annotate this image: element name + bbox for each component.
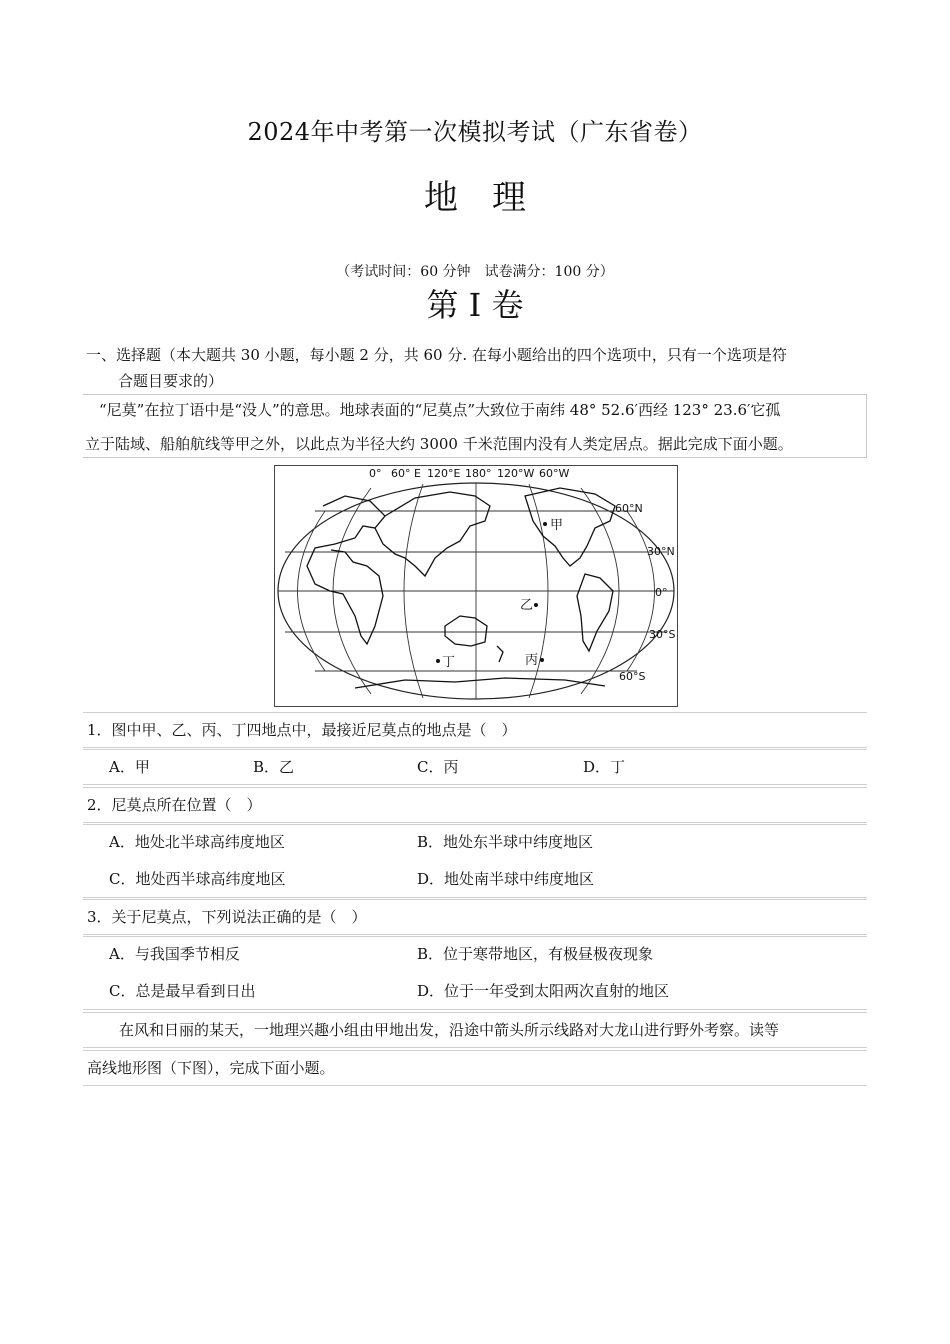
place-bing-label: 丙 bbox=[525, 653, 539, 668]
question-1-options bbox=[83, 749, 867, 785]
question-1-stem bbox=[83, 712, 867, 748]
exam-title: 2024年中考第一次模拟考试（广东省卷） bbox=[247, 118, 703, 146]
q1-option-c[interactable]: C．丙 bbox=[417, 758, 459, 776]
q3-option-b[interactable]: B．位于寒带地区，有极昼极夜现象 bbox=[417, 945, 654, 963]
q1-option-a[interactable]: A．甲 bbox=[109, 758, 150, 776]
place-ding-dot bbox=[436, 659, 440, 663]
place-jia-label: 甲 bbox=[550, 518, 564, 533]
place-jia-dot bbox=[543, 522, 547, 526]
place-yi-dot bbox=[534, 603, 538, 607]
subject-title: 地 理 bbox=[424, 178, 526, 218]
volume-title: 第 I 卷 bbox=[426, 286, 524, 324]
passage-2-line1-row bbox=[83, 1012, 867, 1048]
meridian-label-60w: 60°W bbox=[539, 467, 570, 480]
passage-2-line2-row bbox=[83, 1050, 867, 1086]
exam-info: （考试时间：60 分钟 试卷满分：100 分） bbox=[336, 264, 614, 280]
lat-label-30s: 30°S bbox=[649, 628, 676, 641]
meridian-label-180: 180° bbox=[465, 467, 492, 480]
world-map-figure bbox=[274, 465, 678, 707]
meridian-label-0: 0° bbox=[369, 467, 382, 480]
q3-option-a[interactable]: A．与我国季节相反 bbox=[109, 945, 240, 963]
meridian-label-120e: 120°E bbox=[427, 467, 461, 480]
q2-option-a[interactable]: A．地处北半球高纬度地区 bbox=[109, 833, 285, 851]
question-2-stem bbox=[83, 787, 867, 823]
q3-option-d[interactable]: D．位于一年受到太阳两次直射的地区 bbox=[417, 982, 670, 1000]
q1-option-b[interactable]: B．乙 bbox=[253, 758, 295, 776]
question-3-options bbox=[83, 936, 867, 1010]
meridian-label-120w: 120°W bbox=[497, 467, 535, 480]
lat-label-60s: 60°S bbox=[619, 670, 646, 683]
q1-option-d[interactable]: D．丁 bbox=[583, 758, 626, 776]
passage-1-line2: 立于陆域、船舶航线等甲之外，以此点为半径大约 3000 千米范围内没有人类定居点。据此完成下面小题。 bbox=[85, 435, 793, 453]
lat-label-30n: 30°N bbox=[647, 545, 675, 558]
question-2-options bbox=[83, 824, 867, 898]
passage-2-line1: 在风和日丽的某天，一地理兴趣小组由甲地出发，沿途中箭头所示线路对大龙山进行野外考察。读等 bbox=[119, 1021, 780, 1039]
lat-label-60n: 60°N bbox=[615, 502, 643, 515]
q3-option-c[interactable]: C．总是最早看到日出 bbox=[109, 982, 256, 1000]
meridian-label-60e: 60° E bbox=[391, 467, 421, 480]
section-heading bbox=[86, 342, 876, 394]
passage-1-line1: “尼莫”在拉丁语中是“没人”的意思。地球表面的“尼莫点”大致位于南纬 48° 52.6′西经 123° 23.6′它孤 bbox=[99, 401, 781, 419]
place-bing-dot bbox=[540, 658, 544, 662]
world-map bbox=[275, 466, 677, 706]
q2-option-d[interactable]: D．地处南半球中纬度地区 bbox=[417, 870, 595, 888]
question-3-stem bbox=[83, 899, 867, 935]
q2-option-b[interactable]: B．地处东半球中纬度地区 bbox=[417, 833, 594, 851]
section-heading-line1: 一、选择题（本大题共 30 小题，每小题 2 分，共 60 分. 在每小题给出的四个选项中，只有一个选项是符 bbox=[86, 346, 787, 364]
section-heading-line2: 合题目要求的） bbox=[118, 372, 224, 390]
question-1-text: 1．图中甲、乙、丙、丁四地点中，最接近尼莫点的地点是（ ） bbox=[87, 721, 517, 739]
q2-option-c[interactable]: C．地处西半球高纬度地区 bbox=[109, 870, 286, 888]
passage-2-line2: 高线地形图（下图），完成下面小题。 bbox=[87, 1059, 335, 1077]
question-3-text: 3．关于尼莫点，下列说法正确的是（ ） bbox=[87, 908, 367, 926]
place-ding-label: 丁 bbox=[442, 655, 456, 670]
question-2-text: 2．尼莫点所在位置（ ） bbox=[87, 796, 262, 814]
passage-1 bbox=[83, 394, 867, 458]
place-yi-label: 乙 bbox=[520, 598, 534, 613]
lat-label-0: 0° bbox=[655, 586, 668, 599]
